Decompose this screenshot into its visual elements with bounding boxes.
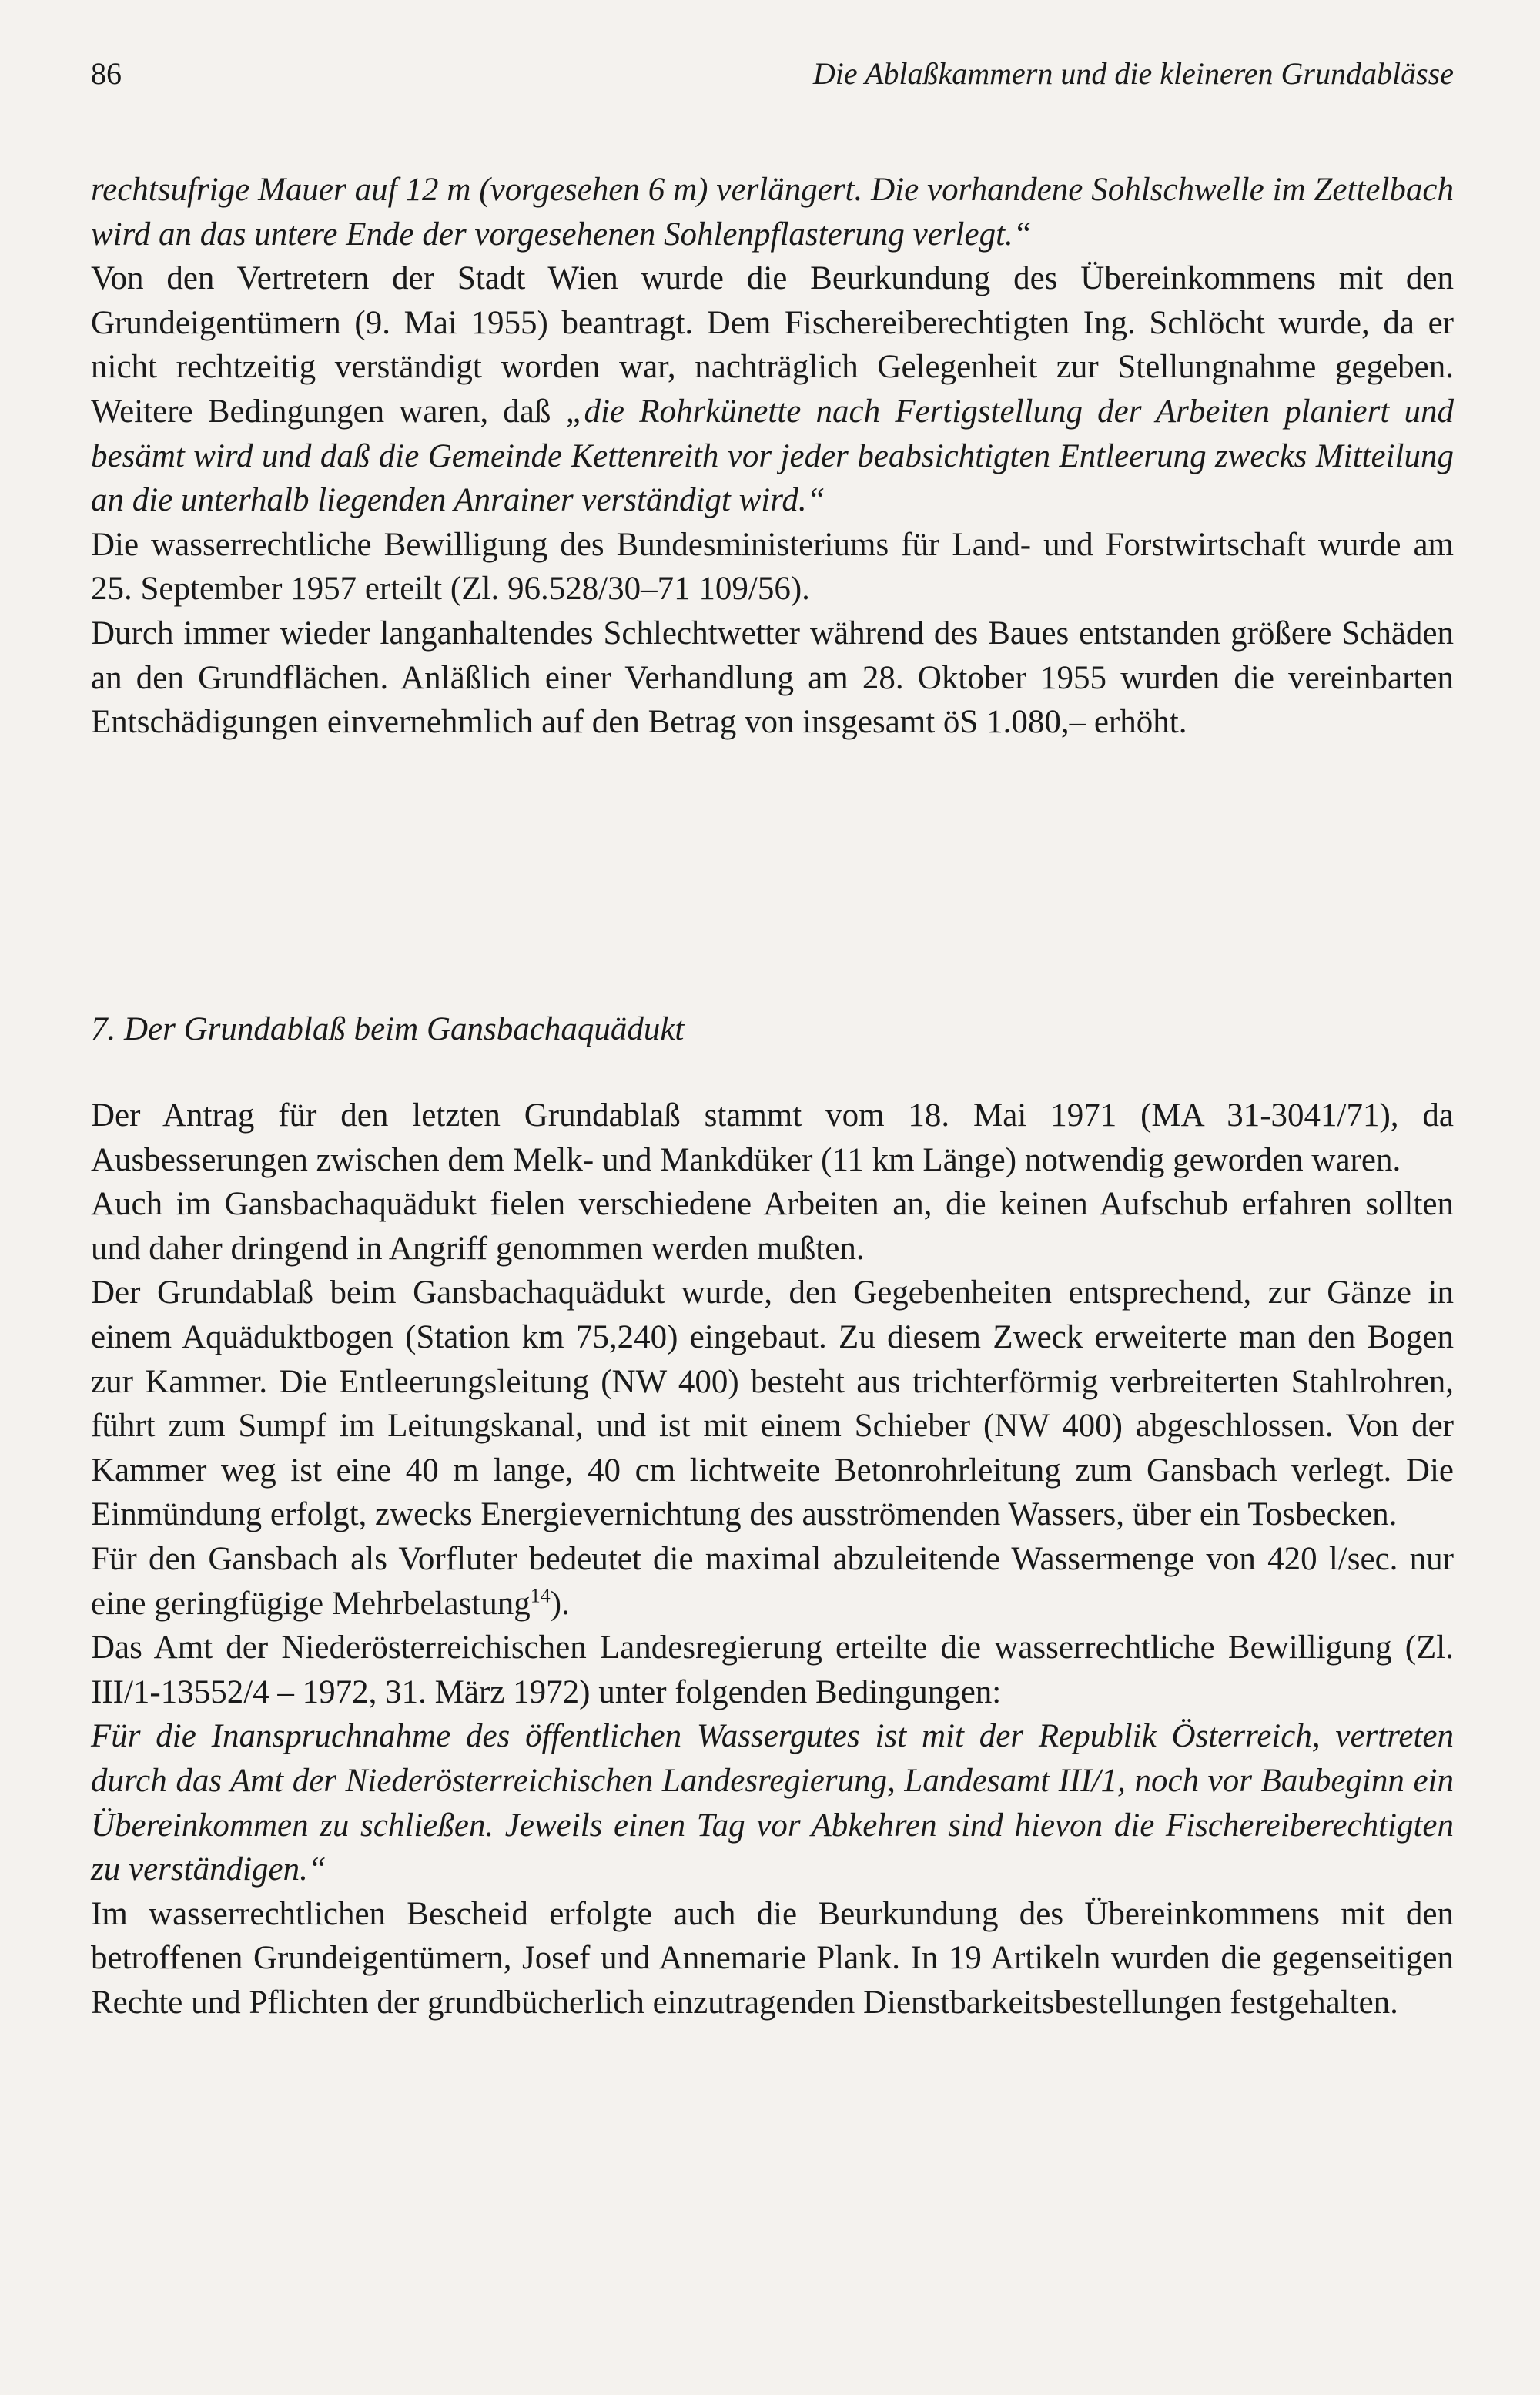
page-number: 86 [91,56,122,91]
body-text-bottom [91,1094,1454,2025]
running-title: Die Ablaßkammern und die kleineren Grundablässe [812,56,1454,91]
paragraph-text: Für den Gansbach als Vorfluter bedeutet die maximal abzuleitende Wassermenge von 420 l/sec. nur eine geringfügige Mehrbelastung [91,1540,1454,1622]
paragraph: Das Amt der Niederösterreichischen Landesregierung erteilte die wasserrechtliche Bewilligung (Zl. III/1-13552/4 – 1972, 31. März 1972) unter folgenden Bedingungen: [91,1630,1454,1710]
paragraph [91,1537,1454,1626]
paragraph: Durch immer wieder langanhaltendes Schlechtwetter während des Baues entstanden größere Schäden an den Grundflächen. Anläßlich einer Verhandlung am 28. Oktober 1955 wurden die vereinbarten Entschädigungen einvernehmlich auf den Betrag von insgesamt öS 1.080,– erhöht. [91,615,1454,741]
footnote-marker: 14 [530,1584,551,1607]
quoted-condition: „die Rohrkünette nach Fertigstellung der Arbeiten planiert und besämt wird und daß die Gemeinde Kettenreith vor jeder beabsichtigten Entleerung zwecks Mitteilung an die unterhalb liegenden Anrainer verständigt wird.“ [91,393,1454,519]
paragraph: Die wasserrechtliche Bewilligung des Bundesministeriums für Land- und Forstwirtschaft wurde am 25. September 1957 erteilt (Zl. 96.528/30–71 109/56). [91,526,1454,608]
paragraph-end: ). [550,1585,570,1622]
body-text-top [91,168,1454,745]
paragraph: Der Grundablaß beim Gansbachaquädukt wurde, den Gegebenheiten entsprechend, zur Gänze in einem Aquäduktbogen (Station km 75,240) eingebaut. Zu diesem Zweck erweiterte man den Bogen zur Kammer. Die Entleerungsleitung (NW 400) besteht aus trichterförmig verbreiterten Stahlrohren, führt zum Sumpf im Leitungskanal, und ist mit einem Schieber (NW 400) abgeschlossen. Von der Kammer weg ist eine 40 m lange, 40 cm lichtweite Betonrohrleitung zum Gansbach verlegt. Die Einmündung erfolgt, zwecks Energievernichtung des ausströmenden Wassers, über ein Tosbecken. [91,1275,1454,1533]
paragraph: Der Antrag für den letzten Grundablaß stammt vom 18. Mai 1971 (MA 31-3041/71), da Ausbesserungen zwischen dem Melk- und Mankdüker (11 km Länge) notwendig geworden waren. [91,1097,1454,1178]
paragraph: rechtsufrige Mauer auf 12 m (vorgesehen 6 m) verlängert. Die vorhandene Sohlschwelle im Zettelbach wird an das untere Ende der vorgesehenen Sohlenpflasterung verlegt.“ [91,172,1454,253]
paragraph: Im wasserrechtlichen Bescheid erfolgte auch die Beurkundung des Übereinkommens mit den betroffenen Grundeigentümern, Josef und Annemarie Plank. In 19 Artikeln wurden die gegenseitigen Rechte und Pflichten der grundbücherlich einzutragenden Dienstbarkeitsbestellungen festgehalten. [91,1895,1454,2021]
paragraph: Auch im Gansbachaquädukt fielen verschiedene Arbeiten an, die keinen Aufschub erfahren sollten und daher dringend in Angriff genommen werden mußten. [91,1186,1454,1267]
paragraph [91,256,1454,523]
paragraph-text: Von den Vertretern der Stadt Wien wurde die Beurkundung des Übereinkommens mit den Grundeigentümern (9. Mai 1955) beantragt. Dem Fischereiberechtigten Ing. Schlöcht wurde, da er nicht rechtzeitig verständigt worden war, nachträglich Gelegenheit zur Stellungnahme gegeben. Weitere Bedingungen waren, daß [91,260,1454,430]
section-heading: 7. Der Grundablaß beim Gansbachaquädukt [91,1011,685,1047]
quoted-condition: Für die Inanspruchnahme des öffentlichen Wassergutes ist mit der Republik Österreich, vertreten durch das Amt der Niederösterreichischen Landesregierung, Landesamt III/1, noch vor Baubeginn ein Übereinkommen zu schließen. Jeweils einen Tag vor Abkehren sind hievon die Fischereiberechtigten zu verständigen.“ [91,1718,1454,1888]
page-header [91,55,1454,102]
